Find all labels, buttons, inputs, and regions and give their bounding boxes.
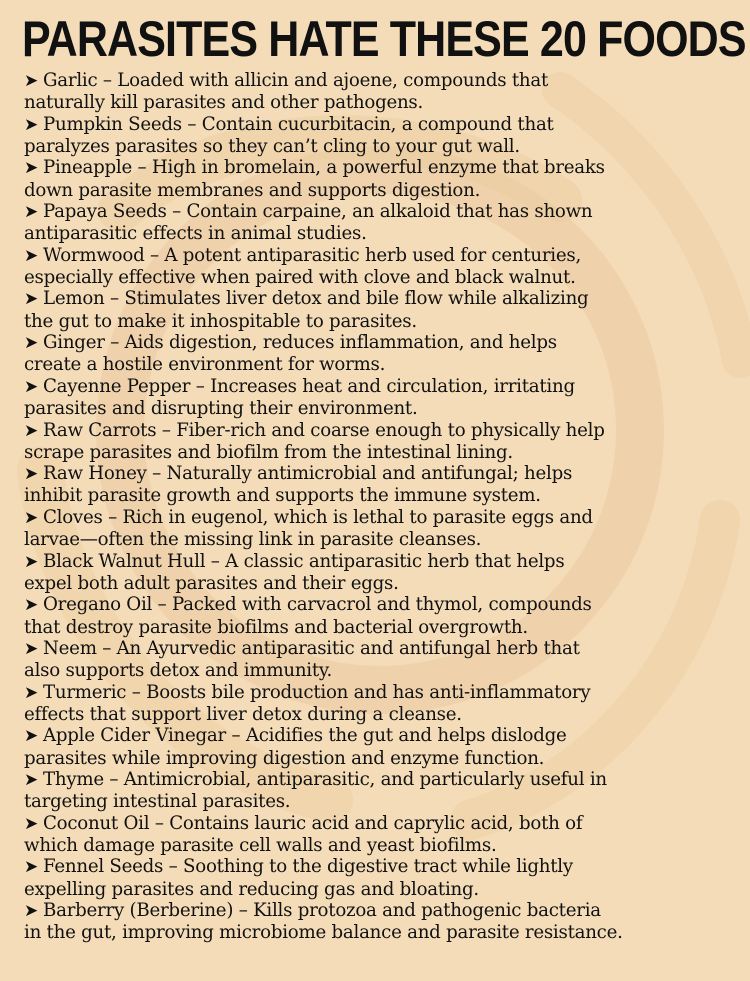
arrowhead-bullet-icon: ➤ [24, 551, 38, 572]
list-item-line [24, 114, 736, 136]
list-item-text: Raw Carrots – Fiber-rich and coarse enough to physically help [43, 419, 605, 441]
list-item [24, 114, 736, 158]
list-item-line [24, 245, 736, 267]
list-item [24, 463, 736, 507]
list-item-line [24, 769, 736, 791]
arrowhead-bullet-icon: ➤ [24, 114, 38, 135]
list-item [24, 725, 736, 769]
list-item-line [24, 594, 736, 616]
arrowhead-bullet-icon: ➤ [24, 376, 38, 397]
arrowhead-bullet-icon: ➤ [24, 770, 38, 790]
list-item-line [24, 70, 736, 92]
list-item-continuation: parasites and disrupting their environment. [24, 398, 418, 420]
arrowhead-bullet-icon: ➤ [24, 726, 38, 747]
arrowhead-bullet-icon: ➤ [24, 682, 38, 703]
list-item-continuation: targeting intestinal parasites. [24, 791, 291, 813]
arrowhead-bullet-icon: ➤ [24, 507, 38, 528]
list-item-line [24, 463, 736, 485]
list-item-text: Papaya Seeds – Contain carpaine, an alkaloid that has shown [43, 201, 593, 223]
list-item-line [24, 288, 736, 310]
list-item-text: Pineapple – High in bromelain, a powerful enzyme that breaks [43, 157, 605, 179]
list-item [24, 70, 736, 114]
arrowhead-bullet-icon: ➤ [24, 420, 38, 441]
list-item [24, 288, 736, 332]
list-item [24, 900, 736, 944]
arrowhead-bullet-icon: ➤ [24, 813, 38, 834]
list-item-continuation: antiparasitic effects in animal studies. [24, 223, 367, 245]
list-item [24, 769, 736, 813]
food-list [24, 70, 736, 944]
arrowhead-bullet-icon: ➤ [24, 857, 38, 878]
arrowhead-bullet-icon: ➤ [24, 638, 38, 659]
list-item [24, 157, 736, 201]
list-item-text: Raw Honey – Naturally antimicrobial and antifungal; helps [43, 463, 573, 485]
list-item-continuation: parasites while improving digestion and enzyme function. [24, 747, 545, 769]
list-item-continuation: expelling parasites and reducing gas and bloating. [24, 878, 479, 900]
list-item-text: Fennel Seeds – Soothing to the digestive tract while lightly [43, 856, 573, 878]
arrowhead-bullet-icon: ➤ [24, 158, 38, 179]
arrowhead-bullet-icon: ➤ [24, 71, 38, 91]
list-item-continuation: create a hostile environment for worms. [24, 354, 386, 376]
list-item-continuation: the gut to make it inhospitable to parasites. [24, 310, 417, 332]
list-item-text: Neem – An Ayurvedic antiparasitic and antifungal herb that [43, 637, 580, 659]
list-item-text: Cloves – Rich in eugenol, which is lethal to parasite eggs and [43, 506, 593, 528]
list-item-continuation: also supports detox and immunity. [24, 660, 333, 682]
list-item-text: Oregano Oil – Packed with carvacrol and thymol, compounds [43, 594, 592, 616]
page-title: PARASITES HATE THESE 20 FOODS [22, 11, 746, 67]
list-item [24, 856, 736, 900]
list-item-line [24, 900, 736, 922]
list-item-continuation: in the gut, improving microbiome balance and parasite resistance. [24, 922, 623, 944]
list-item [24, 420, 736, 464]
list-item-line [24, 157, 736, 179]
list-item-text: Thyme – Antimicrobial, antiparasitic, and particularly useful in [43, 769, 607, 790]
list-item [24, 813, 736, 857]
list-item-text: Pumpkin Seeds – Contain cucurbitacin, a compound that [43, 113, 554, 135]
list-item-line [24, 507, 736, 529]
list-item-line [24, 551, 736, 573]
arrowhead-bullet-icon: ➤ [24, 333, 38, 354]
list-item-line [24, 420, 736, 442]
list-item-text: Ginger – Aids digestion, reduces inflammation, and helps [43, 332, 557, 354]
list-item [24, 594, 736, 638]
list-item-line [24, 332, 736, 354]
list-item-line [24, 201, 736, 223]
list-item-text: Cayenne Pepper – Increases heat and circulation, irritating [43, 375, 575, 397]
list-item [24, 376, 736, 420]
list-item-line [24, 638, 736, 660]
arrowhead-bullet-icon: ➤ [24, 464, 38, 485]
list-item-text: Wormwood – A potent antiparasitic herb used for centuries, [43, 244, 582, 266]
list-item-text: Coconut Oil – Contains lauric acid and caprylic acid, both of [43, 812, 583, 834]
list-item-continuation: effects that support liver detox during a cleanse. [24, 703, 462, 725]
list-item-text: Apple Cider Vinegar – Acidifies the gut and helps dislodge [43, 725, 567, 747]
list-item-line [24, 813, 736, 835]
arrowhead-bullet-icon: ➤ [24, 245, 38, 266]
list-item-line [24, 682, 736, 704]
arrowhead-bullet-icon: ➤ [24, 901, 38, 922]
list-item-continuation: paralyzes parasites so they can’t cling to your gut wall. [24, 135, 520, 157]
list-item [24, 682, 736, 726]
list-item [24, 638, 736, 682]
list-item-continuation: that destroy parasite biofilms and bacterial overgrowth. [24, 616, 528, 638]
list-item-text: Black Walnut Hull – A classic antiparasitic herb that helps [43, 550, 565, 572]
list-item-continuation: larvae—often the missing link in parasite cleanses. [24, 529, 482, 551]
list-item-continuation: expel both adult parasites and their eggs. [24, 572, 399, 594]
list-item-line [24, 856, 736, 878]
list-item-continuation: scrape parasites and biofilm from the intestinal lining. [24, 441, 513, 463]
list-item-continuation: especially effective when paired with clove and black walnut. [24, 267, 576, 289]
list-item-text: Turmeric – Boosts bile production and has anti-inflammatory [43, 681, 591, 703]
list-item-text: Lemon – Stimulates liver detox and bile flow while alkalizing [43, 288, 589, 310]
arrowhead-bullet-icon: ➤ [24, 289, 38, 310]
list-item-line [24, 725, 736, 747]
list-item-text: Garlic – Loaded with allicin and ajoene, compounds that [43, 70, 549, 91]
list-item [24, 332, 736, 376]
list-item-line [24, 376, 736, 398]
list-item-continuation: inhibit parasite growth and supports the immune system. [24, 485, 541, 507]
list-item-continuation: down parasite membranes and supports digestion. [24, 179, 481, 201]
list-item [24, 201, 736, 245]
list-item-text: Barberry (Berberine) – Kills protozoa and pathogenic bacteria [43, 900, 601, 922]
list-item [24, 551, 736, 595]
list-item-continuation: naturally kill parasites and other pathogens. [24, 92, 424, 114]
arrowhead-bullet-icon: ➤ [24, 595, 38, 616]
list-item-continuation: which damage parasite cell walls and yeast biofilms. [24, 834, 497, 856]
arrowhead-bullet-icon: ➤ [24, 202, 38, 223]
list-item [24, 507, 736, 551]
list-item [24, 245, 736, 289]
